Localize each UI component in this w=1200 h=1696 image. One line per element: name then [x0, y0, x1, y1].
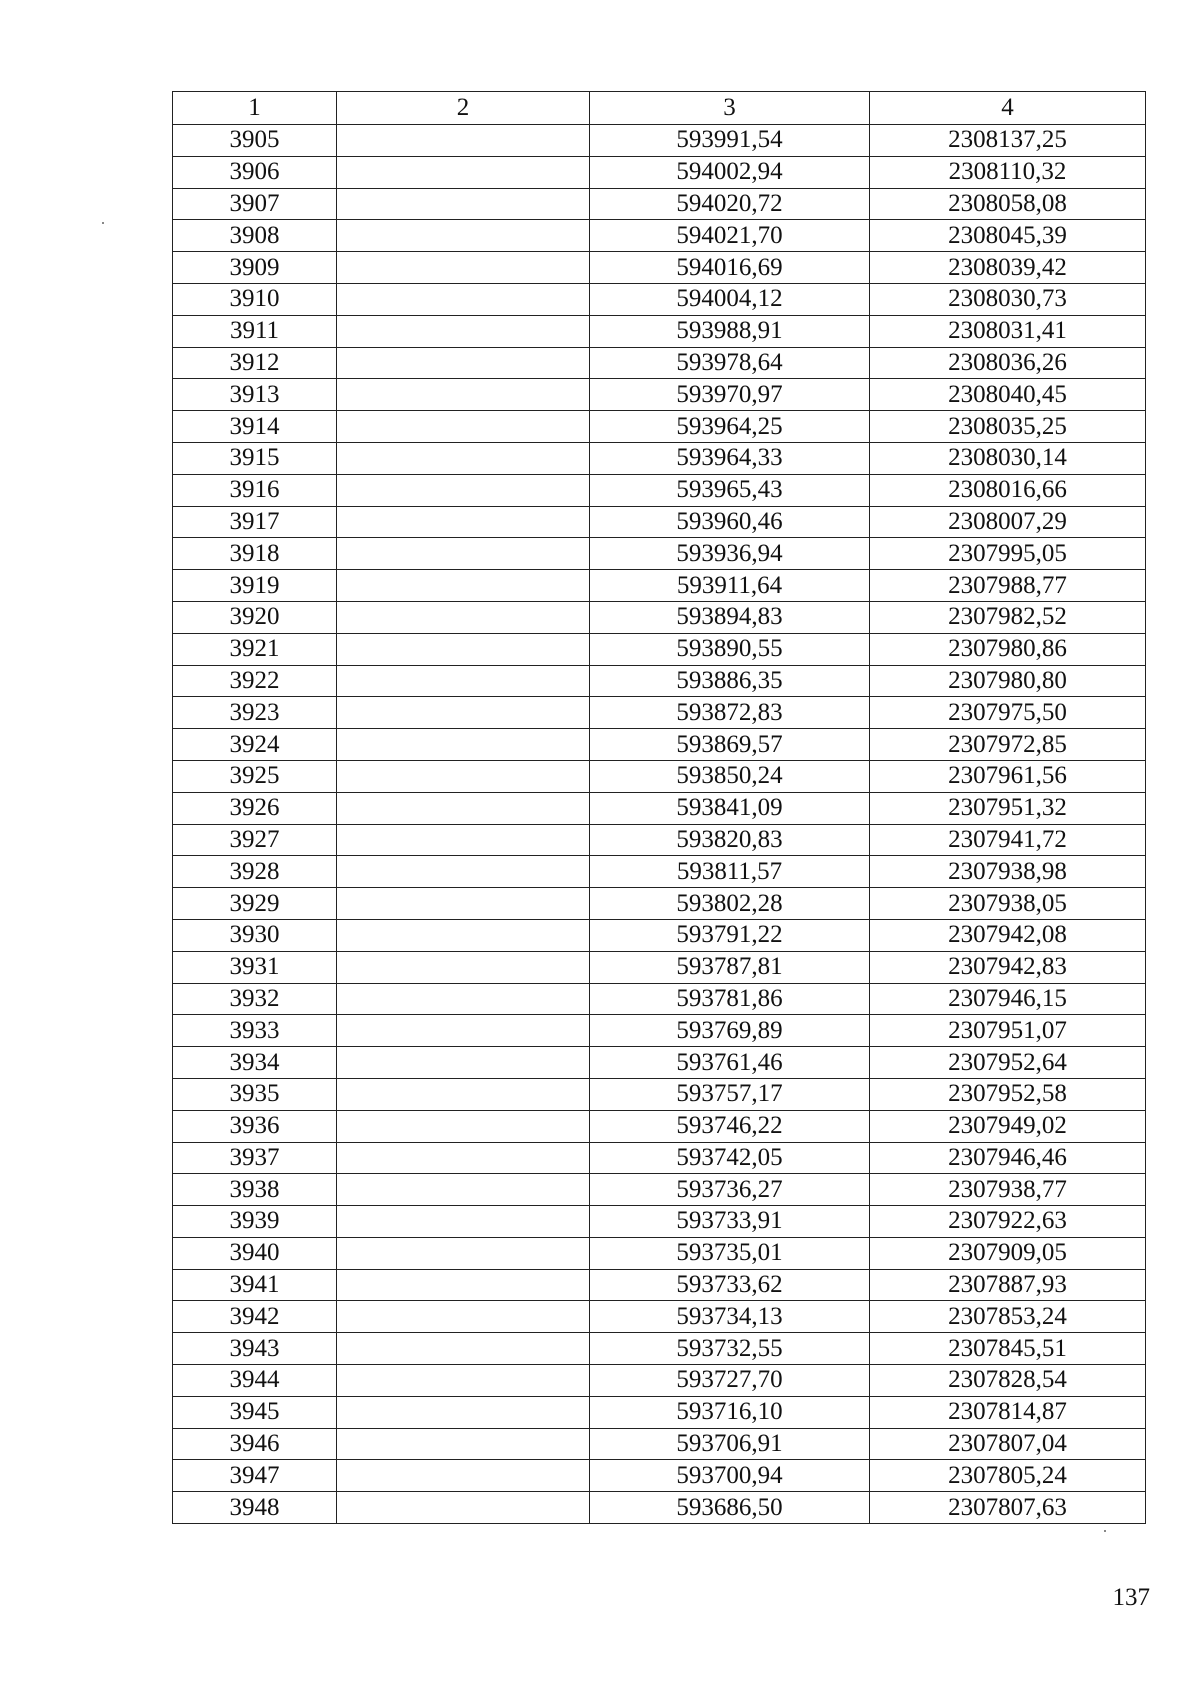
- description-cell: [337, 983, 590, 1015]
- header-row: [173, 92, 1146, 125]
- table-row: [173, 1237, 1146, 1269]
- coordinate-y-cell: 2307805,24: [870, 1460, 1146, 1492]
- table-row: [173, 1396, 1146, 1428]
- coordinate-x-cell: 593850,24: [590, 760, 870, 792]
- description-cell: [337, 1110, 590, 1142]
- coordinate-y-cell: 2307980,80: [870, 665, 1146, 697]
- coordinate-y-cell: 2308030,14: [870, 442, 1146, 474]
- description-cell: [337, 1269, 590, 1301]
- coordinate-y-cell: 2307951,32: [870, 792, 1146, 824]
- point-number-cell: 3935: [173, 1078, 337, 1110]
- table-row: [173, 1015, 1146, 1047]
- coordinate-y-cell: 2307946,46: [870, 1142, 1146, 1174]
- point-number-cell: 3930: [173, 919, 337, 951]
- coordinate-x-cell: 593742,05: [590, 1142, 870, 1174]
- table-row: [173, 1492, 1146, 1524]
- coordinate-y-cell: 2307995,05: [870, 538, 1146, 570]
- coordinate-x-cell: 593791,22: [590, 919, 870, 951]
- point-number-cell: 3925: [173, 760, 337, 792]
- coordinate-y-cell: 2307807,04: [870, 1428, 1146, 1460]
- point-number-cell: 3918: [173, 538, 337, 570]
- coordinate-y-cell: 2307814,87: [870, 1396, 1146, 1428]
- coordinate-x-cell: 593769,89: [590, 1015, 870, 1047]
- coordinate-y-cell: 2307922,63: [870, 1206, 1146, 1238]
- coordinate-x-cell: 593733,91: [590, 1206, 870, 1238]
- table-row: [173, 252, 1146, 284]
- description-cell: [337, 220, 590, 252]
- description-cell: [337, 125, 590, 157]
- table-row: [173, 538, 1146, 570]
- coordinate-y-cell: 2307941,72: [870, 824, 1146, 856]
- coordinate-x-cell: 593991,54: [590, 125, 870, 157]
- description-cell: [337, 792, 590, 824]
- coordinate-x-cell: 594004,12: [590, 283, 870, 315]
- point-number-cell: 3943: [173, 1333, 337, 1365]
- point-number-cell: 3905: [173, 125, 337, 157]
- table-row: [173, 347, 1146, 379]
- description-cell: [337, 665, 590, 697]
- point-number-cell: 3945: [173, 1396, 337, 1428]
- point-number-cell: 3946: [173, 1428, 337, 1460]
- coordinate-x-cell: 593733,62: [590, 1269, 870, 1301]
- coordinate-x-cell: 593716,10: [590, 1396, 870, 1428]
- coordinate-x-cell: 594016,69: [590, 252, 870, 284]
- description-cell: [337, 1301, 590, 1333]
- coordinate-y-cell: 2307807,63: [870, 1492, 1146, 1524]
- point-number-cell: 3906: [173, 156, 337, 188]
- coordinate-y-cell: 2308007,29: [870, 506, 1146, 538]
- coordinate-x-cell: 593811,57: [590, 856, 870, 888]
- coordinate-x-cell: 593911,64: [590, 570, 870, 602]
- column-header-4: 4: [870, 92, 1146, 125]
- coordinate-x-cell: 593988,91: [590, 315, 870, 347]
- description-cell: [337, 633, 590, 665]
- table-row: [173, 1333, 1146, 1365]
- coordinate-y-cell: 2308110,32: [870, 156, 1146, 188]
- point-number-cell: 3939: [173, 1206, 337, 1238]
- point-number-cell: 3933: [173, 1015, 337, 1047]
- description-cell: [337, 697, 590, 729]
- coordinate-y-cell: 2307942,08: [870, 919, 1146, 951]
- point-number-cell: 3941: [173, 1269, 337, 1301]
- description-cell: [337, 474, 590, 506]
- point-number-cell: 3909: [173, 252, 337, 284]
- point-number-cell: 3940: [173, 1237, 337, 1269]
- coordinate-x-cell: 593936,94: [590, 538, 870, 570]
- table-row: [173, 760, 1146, 792]
- coordinate-y-cell: 2307938,77: [870, 1174, 1146, 1206]
- point-number-cell: 3916: [173, 474, 337, 506]
- point-number-cell: 3912: [173, 347, 337, 379]
- table-row: [173, 601, 1146, 633]
- description-cell: [337, 1333, 590, 1365]
- description-cell: [337, 538, 590, 570]
- table-row: [173, 474, 1146, 506]
- table-row: [173, 220, 1146, 252]
- coordinate-y-cell: 2307988,77: [870, 570, 1146, 602]
- scan-speck: [102, 222, 104, 224]
- description-cell: [337, 1015, 590, 1047]
- table-row: [173, 379, 1146, 411]
- description-cell: [337, 1206, 590, 1238]
- point-number-cell: 3947: [173, 1460, 337, 1492]
- table-row: [173, 125, 1146, 157]
- coordinate-x-cell: 593894,83: [590, 601, 870, 633]
- coordinate-y-cell: 2307828,54: [870, 1365, 1146, 1397]
- table-row: [173, 188, 1146, 220]
- point-number-cell: 3929: [173, 888, 337, 920]
- table-row: [173, 665, 1146, 697]
- coordinate-x-cell: 594021,70: [590, 220, 870, 252]
- description-cell: [337, 1078, 590, 1110]
- table-row: [173, 983, 1146, 1015]
- description-cell: [337, 570, 590, 602]
- coordinate-y-cell: 2307942,83: [870, 951, 1146, 983]
- coordinate-x-cell: 593732,55: [590, 1333, 870, 1365]
- description-cell: [337, 442, 590, 474]
- point-number-cell: 3908: [173, 220, 337, 252]
- description-cell: [337, 1365, 590, 1397]
- description-cell: [337, 1492, 590, 1524]
- coordinate-x-cell: 593727,70: [590, 1365, 870, 1397]
- coordinate-x-cell: 593820,83: [590, 824, 870, 856]
- coordinate-y-cell: 2308035,25: [870, 411, 1146, 443]
- table-row: [173, 919, 1146, 951]
- point-number-cell: 3944: [173, 1365, 337, 1397]
- coordinate-x-cell: 593964,33: [590, 442, 870, 474]
- coordinate-x-cell: 593841,09: [590, 792, 870, 824]
- point-number-cell: 3948: [173, 1492, 337, 1524]
- point-number-cell: 3914: [173, 411, 337, 443]
- description-cell: [337, 856, 590, 888]
- coordinate-y-cell: 2307982,52: [870, 601, 1146, 633]
- point-number-cell: 3938: [173, 1174, 337, 1206]
- coordinate-x-cell: 593965,43: [590, 474, 870, 506]
- coordinate-y-cell: 2308036,26: [870, 347, 1146, 379]
- coordinate-y-cell: 2308016,66: [870, 474, 1146, 506]
- description-cell: [337, 919, 590, 951]
- coordinate-y-cell: 2307845,51: [870, 1333, 1146, 1365]
- table-row: [173, 1365, 1146, 1397]
- description-cell: [337, 283, 590, 315]
- coordinate-y-cell: 2307972,85: [870, 729, 1146, 761]
- point-number-cell: 3917: [173, 506, 337, 538]
- coordinate-x-cell: 593686,50: [590, 1492, 870, 1524]
- coordinate-y-cell: 2307938,98: [870, 856, 1146, 888]
- description-cell: [337, 1174, 590, 1206]
- coordinate-y-cell: 2307980,86: [870, 633, 1146, 665]
- column-header-1: 1: [173, 92, 337, 125]
- description-cell: [337, 1460, 590, 1492]
- coordinate-y-cell: 2307887,93: [870, 1269, 1146, 1301]
- coordinate-x-cell: 593734,13: [590, 1301, 870, 1333]
- coordinate-y-cell: 2307938,05: [870, 888, 1146, 920]
- point-number-cell: 3932: [173, 983, 337, 1015]
- coordinate-x-cell: 593890,55: [590, 633, 870, 665]
- description-cell: [337, 1237, 590, 1269]
- coordinate-x-cell: 593736,27: [590, 1174, 870, 1206]
- description-cell: [337, 888, 590, 920]
- point-number-cell: 3907: [173, 188, 337, 220]
- coordinate-x-cell: 593964,25: [590, 411, 870, 443]
- coordinate-y-cell: 2307961,56: [870, 760, 1146, 792]
- coordinate-x-cell: 593869,57: [590, 729, 870, 761]
- coordinate-x-cell: 593700,94: [590, 1460, 870, 1492]
- table-row: [173, 283, 1146, 315]
- table-row: [173, 856, 1146, 888]
- table-row: [173, 1460, 1146, 1492]
- page-number: 137: [1112, 1584, 1150, 1611]
- table-row: [173, 1269, 1146, 1301]
- table-row: [173, 1301, 1146, 1333]
- description-cell: [337, 315, 590, 347]
- description-cell: [337, 347, 590, 379]
- coordinate-x-cell: 593781,86: [590, 983, 870, 1015]
- coordinate-x-cell: 593757,17: [590, 1078, 870, 1110]
- coordinate-x-cell: 593802,28: [590, 888, 870, 920]
- coordinates-table: [172, 91, 1146, 1524]
- description-cell: [337, 1396, 590, 1428]
- coordinate-y-cell: 2307975,50: [870, 697, 1146, 729]
- coordinate-y-cell: 2308039,42: [870, 252, 1146, 284]
- point-number-cell: 3928: [173, 856, 337, 888]
- coordinate-y-cell: 2307853,24: [870, 1301, 1146, 1333]
- point-number-cell: 3931: [173, 951, 337, 983]
- coordinate-y-cell: 2307946,15: [870, 983, 1146, 1015]
- table-row: [173, 411, 1146, 443]
- point-number-cell: 3915: [173, 442, 337, 474]
- coordinate-x-cell: 593970,97: [590, 379, 870, 411]
- table-row: [173, 633, 1146, 665]
- table-row: [173, 1142, 1146, 1174]
- description-cell: [337, 729, 590, 761]
- coordinate-y-cell: 2308030,73: [870, 283, 1146, 315]
- coordinate-x-cell: 593960,46: [590, 506, 870, 538]
- coordinate-x-cell: 593706,91: [590, 1428, 870, 1460]
- table-row: [173, 697, 1146, 729]
- description-cell: [337, 506, 590, 538]
- column-header-3: 3: [590, 92, 870, 125]
- description-cell: [337, 1142, 590, 1174]
- description-cell: [337, 252, 590, 284]
- description-cell: [337, 760, 590, 792]
- coordinate-x-cell: 593872,83: [590, 697, 870, 729]
- coordinate-x-cell: 593886,35: [590, 665, 870, 697]
- point-number-cell: 3921: [173, 633, 337, 665]
- coordinate-y-cell: 2307952,64: [870, 1047, 1146, 1079]
- coordinate-y-cell: 2307952,58: [870, 1078, 1146, 1110]
- table-row: [173, 1078, 1146, 1110]
- coordinate-y-cell: 2307909,05: [870, 1237, 1146, 1269]
- coordinate-y-cell: 2308137,25: [870, 125, 1146, 157]
- point-number-cell: 3936: [173, 1110, 337, 1142]
- point-number-cell: 3937: [173, 1142, 337, 1174]
- description-cell: [337, 188, 590, 220]
- table-row: [173, 1047, 1146, 1079]
- coordinate-x-cell: 594002,94: [590, 156, 870, 188]
- point-number-cell: 3934: [173, 1047, 337, 1079]
- point-number-cell: 3920: [173, 601, 337, 633]
- table-row: [173, 1428, 1146, 1460]
- point-number-cell: 3919: [173, 570, 337, 602]
- table-row: [173, 729, 1146, 761]
- coordinate-x-cell: 593735,01: [590, 1237, 870, 1269]
- point-number-cell: 3926: [173, 792, 337, 824]
- table-row: [173, 888, 1146, 920]
- point-number-cell: 3924: [173, 729, 337, 761]
- coordinate-y-cell: 2307951,07: [870, 1015, 1146, 1047]
- table-row: [173, 506, 1146, 538]
- table-row: [173, 1174, 1146, 1206]
- coordinate-x-cell: 594020,72: [590, 188, 870, 220]
- coordinate-y-cell: 2308031,41: [870, 315, 1146, 347]
- coordinate-x-cell: 593746,22: [590, 1110, 870, 1142]
- table-row: [173, 792, 1146, 824]
- coordinate-x-cell: 593761,46: [590, 1047, 870, 1079]
- description-cell: [337, 411, 590, 443]
- table-row: [173, 951, 1146, 983]
- coordinate-y-cell: 2308040,45: [870, 379, 1146, 411]
- table-row: [173, 442, 1146, 474]
- coordinate-y-cell: 2307949,02: [870, 1110, 1146, 1142]
- description-cell: [337, 824, 590, 856]
- table-row: [173, 824, 1146, 856]
- column-header-2: 2: [337, 92, 590, 125]
- description-cell: [337, 1047, 590, 1079]
- scan-speck: [1104, 1530, 1106, 1532]
- table-row: [173, 570, 1146, 602]
- description-cell: [337, 1428, 590, 1460]
- point-number-cell: 3913: [173, 379, 337, 411]
- point-number-cell: 3922: [173, 665, 337, 697]
- coordinate-y-cell: 2308045,39: [870, 220, 1146, 252]
- table-header: [173, 92, 1146, 125]
- point-number-cell: 3910: [173, 283, 337, 315]
- description-cell: [337, 601, 590, 633]
- table-row: [173, 156, 1146, 188]
- coordinate-x-cell: 593787,81: [590, 951, 870, 983]
- point-number-cell: 3927: [173, 824, 337, 856]
- point-number-cell: 3942: [173, 1301, 337, 1333]
- coordinate-x-cell: 593978,64: [590, 347, 870, 379]
- description-cell: [337, 379, 590, 411]
- description-cell: [337, 156, 590, 188]
- table-row: [173, 1110, 1146, 1142]
- description-cell: [337, 951, 590, 983]
- point-number-cell: 3911: [173, 315, 337, 347]
- table-row: [173, 1206, 1146, 1238]
- point-number-cell: 3923: [173, 697, 337, 729]
- coordinate-y-cell: 2308058,08: [870, 188, 1146, 220]
- table-row: [173, 315, 1146, 347]
- table-body: [173, 125, 1146, 1524]
